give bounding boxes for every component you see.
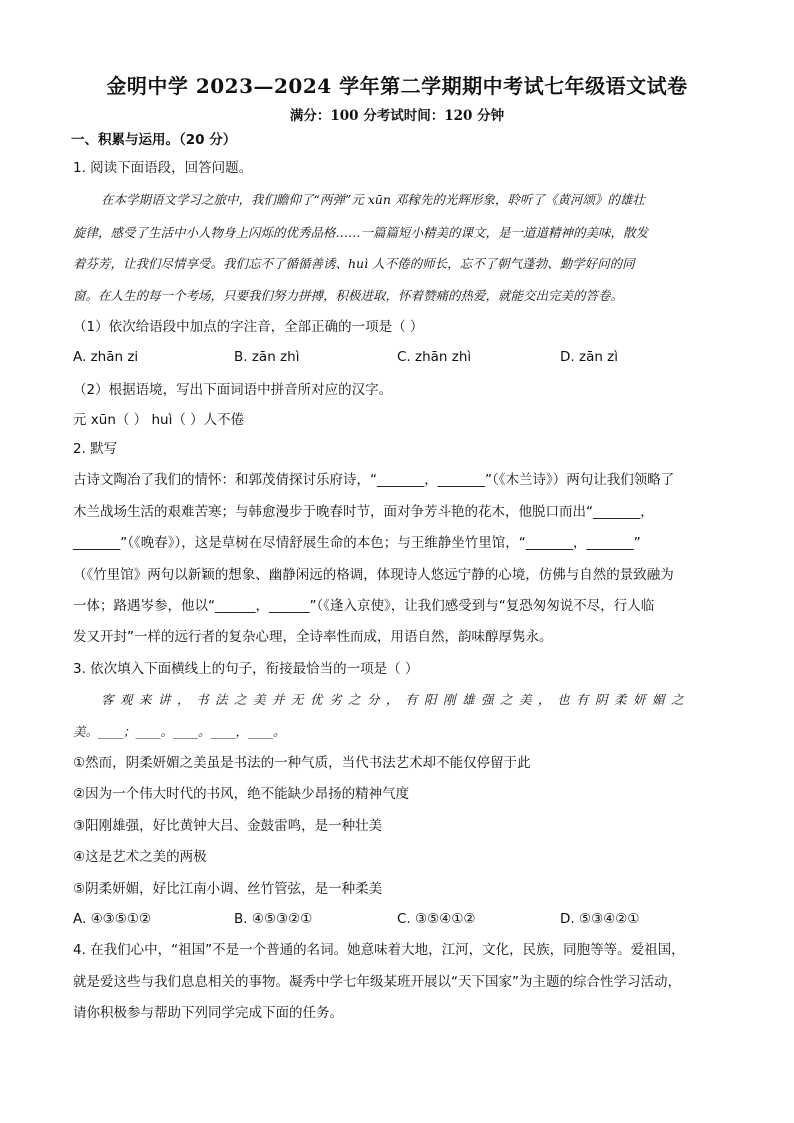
q3-option-d[interactable]: D. ⑤③④②① xyxy=(560,911,640,927)
q1-passage-line: 在本学期语文学习之旅中，我们瞻仰了“两弹”元 xūn 邓稼先的光辉形象，聆听了《黄河颂》的雄壮 xyxy=(101,192,645,207)
q1-passage-line: 着芬芳，让我们尽情享受。我们忘不了循循善诱、huì 人不倦的师长，忘不了朝气蓬勃、勤学好问的同 xyxy=(73,256,635,271)
q2-line[interactable]: 古诗文陶冶了我们的情怀：和郭茂倩探讨乐府诗，“_______，_______”（《木兰诗》）两句让我们领略了 xyxy=(73,472,675,488)
q1-option-a[interactable]: A. zhān zi xyxy=(73,349,139,365)
q2-line: 发又开封”一样的远行者的复杂心理，全诗率性而成，用语自然，韵味醇厚隽永。 xyxy=(73,629,553,645)
q3-item: ②因为一个伟大时代的书风，绝不能缺少昂扬的精神气度 xyxy=(73,786,410,802)
q3-item: ①然而，阴柔妍媚之美虽是书法的一种气质，当代书法艺术却不能仅停留于此 xyxy=(73,755,531,771)
q3-item: ③阳刚雄强，好比黄钟大吕、金鼓雷鸣，是一种壮美 xyxy=(73,818,383,834)
q3-option-b[interactable]: B. ④⑤③②① xyxy=(234,911,313,927)
q3-item: ④这是艺术之美的两极 xyxy=(73,849,207,865)
q2-line: （《竹里馆》两句以新颖的想象、幽静闲远的格调，体现诗人悠远宁静的心境，仿佛与自然的景致融为 xyxy=(73,567,674,583)
q1-passage-line: 窗。在人生的每一个考场，只要我们努力拼搏，积极进取，怀着赞痛的热爱，就能交出完美的答卷。 xyxy=(73,288,624,303)
q4-line: 就是爱这些与我们息息相关的事物。凝秀中学七年级某班开展以“天下国家”为主题的综合性学习活动， xyxy=(73,974,681,990)
q3-passage-blanks[interactable]: 美。____；____。____。____，____。 xyxy=(73,724,286,739)
q4-line: 请你积极参与帮助下列同学完成下面的任务。 xyxy=(73,1005,343,1021)
page-title: 金明中学 2023—2024 学年第二学期期中考试七年级语文试卷 xyxy=(106,74,688,98)
exam-info: 满分：100 分考试时间：120 分钟 xyxy=(289,108,505,124)
q1-option-d[interactable]: D. zān zì xyxy=(560,349,619,365)
q1-sub2-fill[interactable]: 元 xūn（ ） huì（ ）人不倦 xyxy=(73,412,245,428)
q2-line[interactable]: 一体；路遇岑参，他以“______，______”（《逢入京使》，让我们感受到与“复恐匆匆说不尽，行人临 xyxy=(73,598,655,614)
q3-option-c[interactable]: C. ③⑤④①② xyxy=(397,911,476,927)
q3-prompt: 3. 依次填入下面横线上的句子，衔接最恰当的一项是（ ） xyxy=(73,661,419,677)
q2-prompt: 2. 默写 xyxy=(73,441,118,457)
q1-sub2: （2）根据语境，写出下面词语中拼音所对应的汉字。 xyxy=(73,382,393,398)
q1-sub1: （1）依次给语段中加点的字注音，全部正确的一项是（ ） xyxy=(73,319,424,335)
q1-option-c[interactable]: C. zhān zhì xyxy=(397,349,472,365)
q3-option-a[interactable]: A. ④③⑤①② xyxy=(73,911,152,927)
q1-prompt: 1. 阅读下面语段，回答问题。 xyxy=(73,160,253,176)
q2-line[interactable]: 木兰战场生活的艰难苦寒；与韩愈漫步于晚春时节，面对争芳斗艳的花木，他脱口而出“_______， xyxy=(73,504,654,520)
q3-item: ⑤阴柔妍媚，好比江南小调、丝竹管弦，是一种柔美 xyxy=(73,881,383,897)
q1-option-b[interactable]: B. zān zhì xyxy=(234,349,300,365)
section-heading: 一、积累与运用。（20 分） xyxy=(71,132,237,148)
q3-passage: 客观来讲，书法之美并无优劣之分，有阳刚雄强之美，也有阴柔妍媚之 xyxy=(101,692,691,707)
q1-passage-line: 旋律，感受了生活中小人物身上闪烁的优秀品格……一篇篇短小精美的课文，是一道道精神的美味，散发 xyxy=(73,225,649,240)
q2-line[interactable]: _______”（《晚春》），这是草树在尽情舒展生命的本色；与王维静坐竹里馆，“_______，_______” xyxy=(73,535,641,551)
q4-line: 4. 在我们心中，“祖国”不是一个普通的名词。她意味着大地，江河，文化，民族，同胞等等。爱祖国， xyxy=(73,942,685,958)
